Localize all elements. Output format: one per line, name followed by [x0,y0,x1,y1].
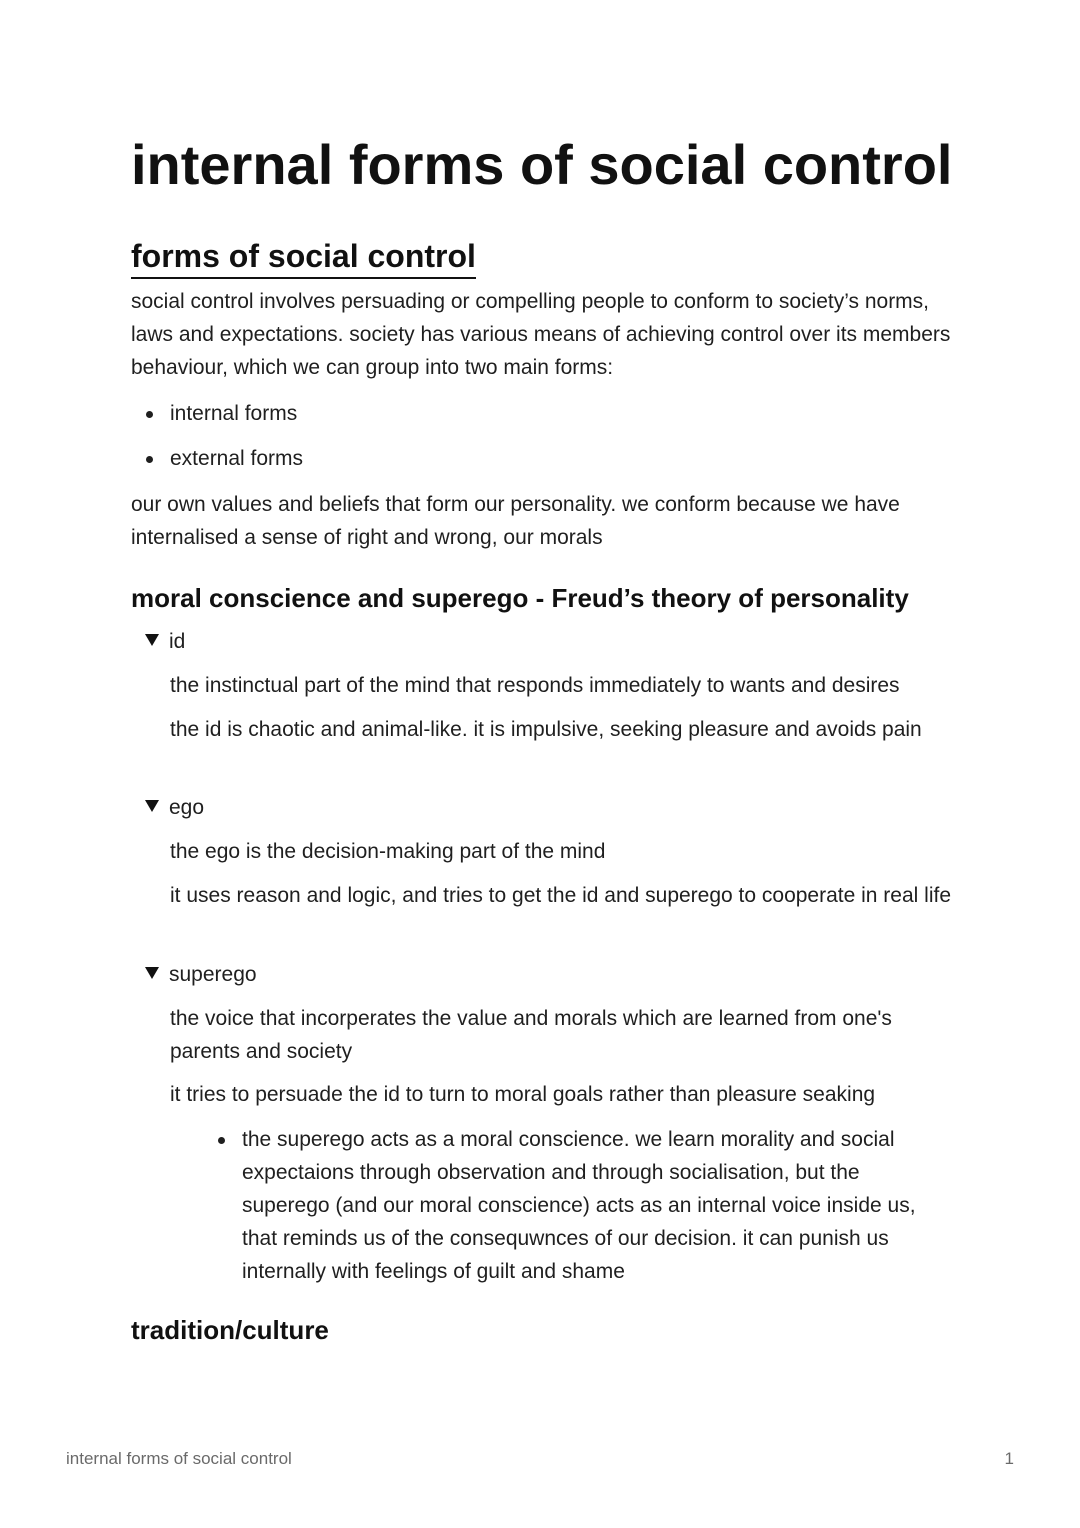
list-item-label: external forms [170,447,304,470]
superego-line-1: the voice that incorperates the value and morals which are learned from one's parents and society [170,1007,892,1063]
toggle-ego[interactable] [145,791,204,824]
toggle-label: id [169,630,186,653]
triangle-down-icon [145,967,159,979]
page-number: 1 [1004,1449,1014,1468]
list-item-internal-forms [170,397,297,430]
toggle-superego[interactable] [145,958,257,991]
footer-title: internal forms of social control [66,1449,292,1468]
triangle-down-icon [145,800,159,812]
toggle-label: superego [169,963,257,986]
toggle-label: ego [169,796,205,819]
section-heading-freud: moral conscience and superego - Freud’s theory of personality [131,583,909,613]
follow-up-paragraph: our own values and beliefs that form our personality. we conform because we have internalised a sense of right and wrong, our morals [131,493,900,549]
bullet-icon [146,456,153,463]
superego-line-2: it tries to persuade the id to turn to moral goals rather than pleasure seaking [170,1083,876,1106]
page-title: internal forms of social control [131,133,953,196]
id-line-2: the id is chaotic and animal-like. it is impulsive, seeking pleasure and avoids pain [170,718,922,741]
id-line-1: the instinctual part of the mind that responds immediately to wants and desires [170,674,900,697]
triangle-down-icon [145,634,159,646]
section-heading-forms: forms of social control [131,236,476,279]
superego-bullet [242,1123,952,1288]
bullet-icon [218,1137,225,1144]
superego-bullet-text: the superego acts as a moral conscience. we learn morality and social expectaions through observation and through socialisation, but the superego (and our moral conscience) acts as an internal voice inside us, that reminds us of the consequwnces of our decision. it can punish us internally with feelings of guilt and shame [242,1128,916,1283]
list-item-external-forms [170,442,303,475]
list-item-label: internal forms [170,402,298,425]
section-heading-tradition: tradition/culture [131,1315,329,1345]
bullet-icon [146,411,153,418]
toggle-id[interactable] [145,625,185,658]
ego-line-2: it uses reason and logic, and tries to get the id and superego to cooperate in real life [170,884,951,907]
intro-paragraph: social control involves persuading or compelling people to conform to society’s norms, laws and expectations. society has various means of achieving control over its members behaviour, which we can group into two main forms: [131,290,951,379]
ego-line-1: the ego is the decision-making part of the mind [170,840,606,863]
